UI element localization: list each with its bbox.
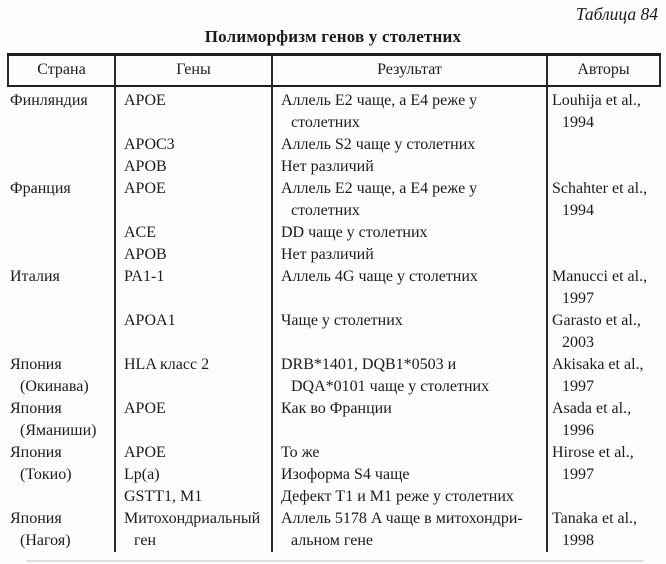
header-row (8, 55, 660, 87)
cell-line: 1997 (562, 378, 594, 395)
cell-line: ACE (124, 224, 156, 241)
result-cell (272, 134, 547, 156)
gene-cell (115, 134, 272, 156)
cell-line: 1994 (562, 114, 594, 131)
gene-cell (115, 464, 272, 486)
col-header-genes: Гены (115, 55, 272, 87)
gene-cell (115, 354, 272, 398)
result-cell (272, 354, 547, 398)
cell-line: Аллель S2 чаще у столетних (281, 136, 476, 153)
cell-line: Manucci et al., (552, 268, 648, 285)
cell-line: 1997 (562, 290, 594, 307)
result-cell (272, 464, 547, 486)
scan-edge-artifact (26, 560, 644, 562)
cell-line: APOE (124, 400, 166, 417)
authors-cell (547, 244, 660, 266)
table-row (8, 508, 660, 552)
cell-line: (Яманиши) (20, 422, 97, 439)
cell-line: Финляндия (10, 92, 88, 109)
table-row (8, 86, 660, 134)
cell-line: Akisaka et al., (552, 356, 644, 373)
country-cell (8, 354, 115, 398)
cell-line: альном гене (291, 532, 374, 549)
cell-line: Дефект T1 и M1 реже у столетних (281, 488, 514, 505)
result-cell (272, 508, 547, 552)
gene-cell (115, 156, 272, 178)
result-cell (272, 244, 547, 266)
table-row (8, 398, 660, 442)
country-cell (8, 398, 115, 442)
authors-cell (547, 86, 660, 134)
authors-cell (547, 134, 660, 156)
cell-line: DRB*1401, DQB1*0503 и (281, 356, 457, 373)
cell-line: ген (134, 532, 157, 549)
col-header-authors: Авторы (547, 55, 660, 87)
gene-cell (115, 442, 272, 464)
cell-line: 2003 (562, 334, 594, 351)
authors-cell (547, 442, 660, 508)
cell-line: APOE (124, 180, 166, 197)
cell-line: DQA*0101 чаще у столетних (291, 378, 490, 395)
cell-line: Аллель 5178 A чаще в митохондри- (281, 510, 523, 527)
table-number-caption: Таблица 84 (575, 4, 658, 24)
cell-line: Как во Франции (281, 400, 392, 417)
col-header-country: Страна (8, 55, 115, 87)
gene-cell (115, 310, 272, 354)
table-row (8, 266, 660, 310)
cell-line: Asada et al., (552, 400, 632, 417)
cell-line: (Токио) (20, 466, 72, 483)
authors-cell (547, 508, 660, 552)
table-row (8, 354, 660, 398)
authors-cell (547, 178, 660, 222)
result-cell (272, 86, 547, 134)
cell-line: столетних (291, 202, 360, 219)
result-cell (272, 486, 547, 508)
authors-cell (547, 156, 660, 178)
table-body (8, 86, 660, 552)
result-cell (272, 398, 547, 442)
result-cell (272, 178, 547, 222)
cell-line: То же (281, 444, 320, 461)
cell-line: Япония (10, 444, 62, 461)
cell-line: 1996 (562, 422, 594, 439)
gene-cell (115, 178, 272, 222)
cell-line: 1998 (562, 532, 594, 549)
result-cell (272, 310, 547, 354)
cell-line: 1997 (562, 466, 594, 483)
country-cell (8, 442, 115, 508)
authors-cell (547, 310, 660, 354)
result-cell (272, 156, 547, 178)
gene-cell (115, 244, 272, 266)
result-cell (272, 266, 547, 310)
authors-cell (547, 222, 660, 244)
col-header-result: Результат (272, 55, 547, 87)
authors-cell (547, 354, 660, 398)
gene-cell (115, 222, 272, 244)
cell-line: Аллель E2 чаще, а E4 реже у (281, 92, 478, 109)
country-cell (8, 266, 115, 354)
cell-line: Аллель 4G чаще у столетних (281, 268, 478, 285)
cell-line: Франция (10, 180, 71, 197)
cell-line: Schahter et al., (552, 180, 648, 197)
cell-line: (Окинава) (20, 378, 89, 395)
gene-cell (115, 266, 272, 310)
cell-line: APOB (124, 246, 167, 263)
cell-line: PA1-1 (124, 268, 165, 285)
cell-line: Япония (10, 400, 62, 417)
cell-line: Hirose et al., (552, 444, 634, 461)
cell-line: столетних (291, 114, 360, 131)
cell-line: Нет различий (281, 246, 374, 263)
cell-line: APOE (124, 92, 166, 109)
gene-cell (115, 508, 272, 552)
cell-line: Япония (10, 510, 62, 527)
cell-line: Италия (10, 268, 60, 285)
cell-line: Нет различий (281, 158, 374, 175)
table-row (8, 178, 660, 222)
cell-line: Аллель E2 чаще, а E4 реже у (281, 180, 478, 197)
cell-line: 1994 (562, 202, 594, 219)
cell-line: Митохондриальный (124, 510, 261, 527)
country-cell (8, 86, 115, 178)
cell-line: APOE (124, 444, 166, 461)
cell-line: APOA1 (124, 312, 176, 329)
table-header (8, 55, 660, 87)
cell-line: Чаще у столетних (281, 312, 403, 329)
gene-cell (115, 86, 272, 134)
country-cell (8, 508, 115, 552)
cell-line: APOC3 (124, 136, 175, 153)
polymorphism-table (7, 53, 661, 552)
cell-line: DD чаще у столетних (281, 224, 428, 241)
cell-line: HLA класс 2 (124, 356, 210, 373)
table-row (8, 442, 660, 464)
gene-cell (115, 398, 272, 442)
cell-line: Япония (10, 356, 62, 373)
result-cell (272, 222, 547, 244)
result-cell (272, 442, 547, 464)
country-cell (8, 178, 115, 266)
cell-line: Tanaka et al., (552, 510, 638, 527)
cell-line: Louhija et al., (552, 92, 641, 109)
cell-line: Изоформа S4 чаще (281, 466, 410, 483)
cell-line: GSTT1, M1 (124, 488, 203, 505)
authors-cell (547, 266, 660, 310)
cell-line: APOB (124, 158, 167, 175)
cell-line: Garasto et al., (552, 312, 641, 329)
gene-cell (115, 486, 272, 508)
cell-line: (Нагоя) (20, 532, 71, 549)
cell-line: Lp(a) (124, 466, 160, 483)
authors-cell (547, 398, 660, 442)
table-title: Полиморфизм генов у столетних (204, 27, 462, 46)
